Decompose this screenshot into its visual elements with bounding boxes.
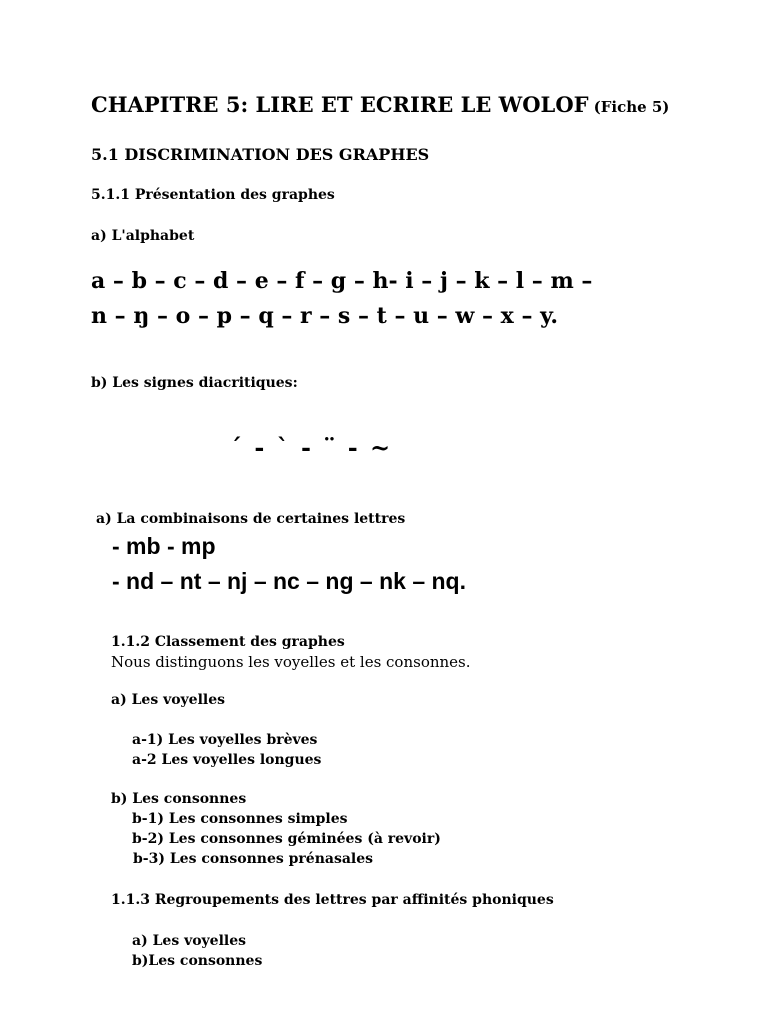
regroupements-item: b)Les consonnes	[132, 953, 263, 969]
alphabet-heading: a) L'alphabet	[91, 228, 195, 244]
consonnes-item: b-1) Les consonnes simples	[132, 811, 348, 827]
combinations-line-2: - nd – nt – nj – nc – ng – nk – nq.	[112, 568, 466, 594]
voyelles-item: a-2 Les voyelles longues	[132, 752, 322, 768]
regroupements-heading: 1.1.3 Regroupements des lettres par affinités phoniques	[111, 892, 554, 908]
chapter-title: CHAPITRE 5: LIRE ET ECRIRE LE WOLOF	[91, 92, 589, 117]
consonnes-heading: b) Les consonnes	[111, 791, 247, 807]
section-heading-5-1: 5.1 DISCRIMINATION DES GRAPHES	[91, 145, 430, 164]
diacritics-heading: b) Les signes diacritiques:	[91, 375, 298, 391]
diacritic-marks: ´ - ` - ¨ - ~	[230, 433, 393, 462]
page-title	[91, 92, 669, 117]
classement-intro: Nous distinguons les voyelles et les consonnes.	[111, 653, 471, 671]
voyelles-item: a-1) Les voyelles brèves	[132, 732, 318, 748]
classement-heading: 1.1.2 Classement des graphes	[111, 634, 345, 650]
combinations-heading: a) La combinaisons de certaines lettres	[96, 511, 406, 527]
consonnes-item: b-3) Les consonnes prénasales	[133, 851, 374, 867]
regroupements-item: a) Les voyelles	[132, 933, 247, 949]
alphabet-line-2: n – ŋ – o – p – q – r – s – t – u – w – x – y.	[91, 303, 559, 329]
consonnes-item: b-2) Les consonnes géminées (à revoir)	[132, 831, 441, 847]
chapter-subtitle: (Fiche 5)	[593, 98, 670, 116]
section-heading-5-1-1: 5.1.1 Présentation des graphes	[91, 187, 335, 203]
voyelles-heading: a) Les voyelles	[111, 692, 226, 708]
alphabet-line-1: a – b – c – d – e – f – g – h- i – j – k – l – m –	[91, 268, 593, 294]
combinations-line-1: - mb - mp	[112, 533, 216, 559]
